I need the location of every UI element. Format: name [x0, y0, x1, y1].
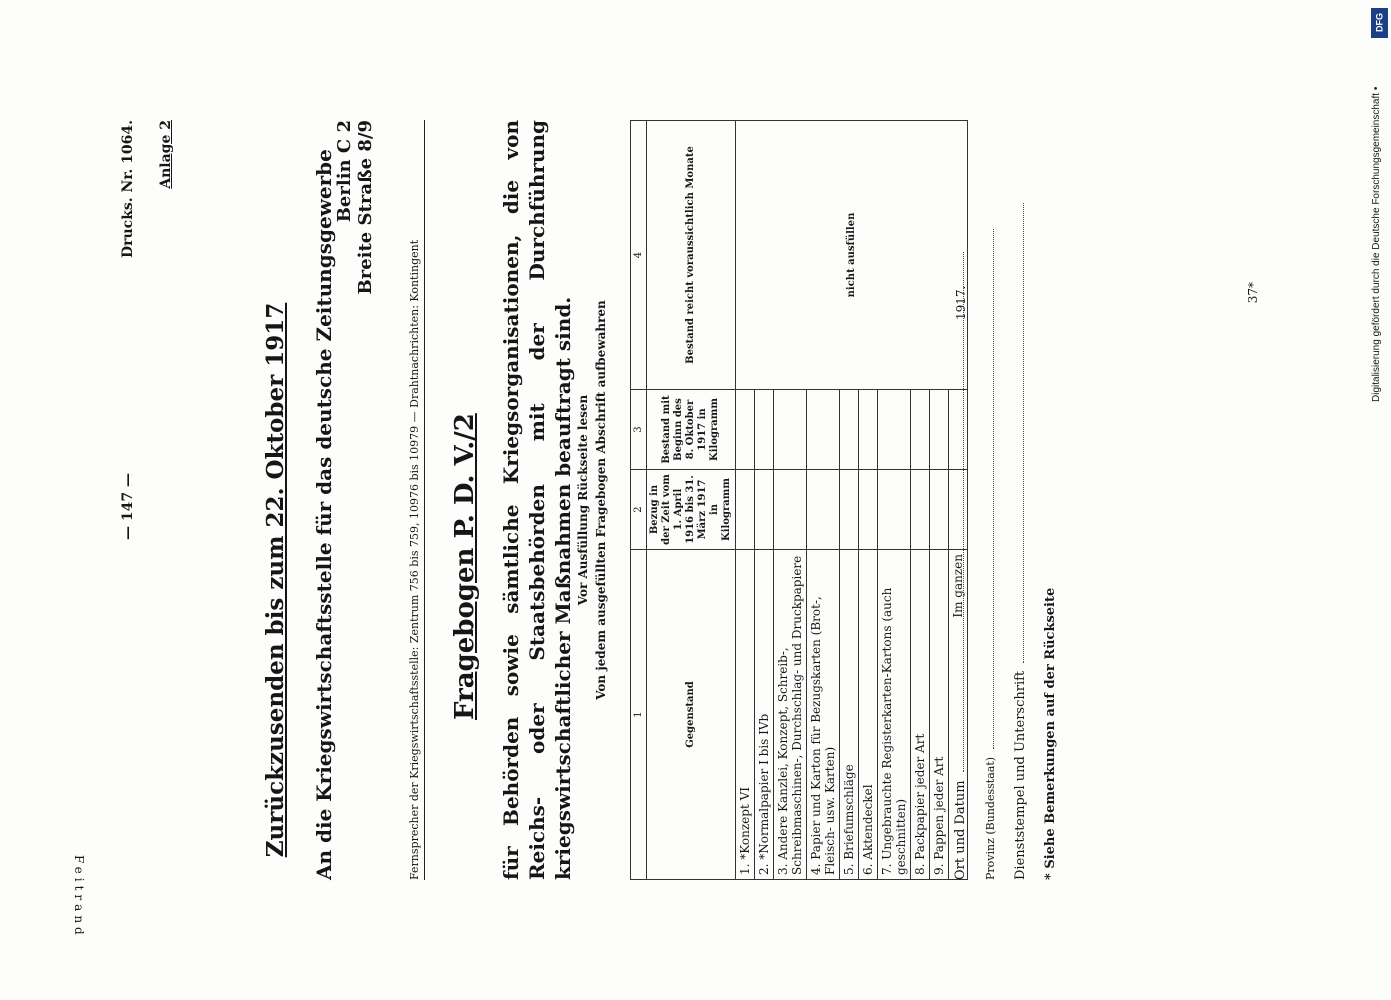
page-mark: — 147 — [120, 473, 136, 540]
item-label: 8. Packpapier jeder Art [911, 550, 930, 880]
entry-cell[interactable] [807, 390, 840, 470]
address-city: Berlin C 2 [334, 120, 355, 223]
place-date-line [946, 120, 976, 880]
col-header-purchase: Bezug in der Zeit vom 1. April 1916 bis 31. März 1917 in Kilogramm [647, 470, 736, 550]
not-fill-note: nicht ausfüllen [736, 121, 968, 390]
place-date-label: Ort und Datum [953, 780, 968, 880]
entry-cell[interactable] [859, 470, 878, 550]
form-heading: Fragebogen P. D. V./2 [450, 413, 480, 720]
page-number: 37* [1246, 282, 1260, 304]
entry-cell[interactable] [755, 470, 774, 550]
header-row [120, 120, 144, 880]
col-header-stock: Bestand mit Beginn des 8. Oktober 1917 in Kilogramm [647, 390, 736, 470]
remarks-note: * Siehe Bemerkungen auf der Rückseite [1043, 587, 1058, 880]
item-label: 3. Andere Kanzlei, Konzept, Schreib-, Schreibmaschinen-, Durchschlag- und Druckpapiere [774, 550, 807, 880]
note-read-back: Vor Ausfüllung Rückseite lesen [576, 394, 590, 606]
recipient-line: An die Kriegswirtschaftsstelle für das deutsche Zeitungsgewerbe [312, 149, 336, 880]
col-number: 2 [631, 470, 647, 550]
annex-label: Anlage 2 [158, 120, 174, 189]
item-label: 5. Briefumschläge [840, 550, 859, 880]
col-number: 4 [631, 121, 647, 390]
dfg-logo: DFG [1371, 8, 1388, 38]
dfg-credit [1371, 8, 1391, 408]
note-keep-copy: Von jedem ausgefüllten Fragebogen Abschrift aufbewahren [594, 300, 608, 700]
item-label: 7. Ungebrauchte Registerkarten-Kartons (auch geschnitten) [878, 550, 911, 880]
intro-paragraph: für Behörden sowie sämtliche Kriegsorganisationen, die von Reichs- oder Staatsbehörden mit der Durchführung kriegswirtschaftlicher Maßnahmen beauftragt sind. [499, 120, 575, 880]
stamp-field[interactable] [1023, 203, 1024, 663]
questionnaire-table [630, 120, 968, 880]
province-label: Provinz (Bundesstaat) [984, 756, 997, 880]
address-block [334, 120, 376, 295]
entry-cell[interactable] [807, 470, 840, 550]
entry-cell[interactable] [911, 390, 930, 470]
total-label: Im ganzen [949, 550, 968, 880]
col-header-item: Gegenstand [647, 550, 736, 880]
item-label: 9. Pappen jeder Art [930, 550, 949, 880]
item-label: 6. Aktendeckel [859, 550, 878, 880]
entry-cell[interactable] [878, 470, 911, 550]
entry-cell[interactable] [755, 390, 774, 470]
item-label: 4. Papier und Karton für Bezugskarten (Brot-, Fleisch- usw. Karten) [807, 550, 840, 880]
entry-cell[interactable] [840, 470, 859, 550]
entry-cell[interactable] [840, 390, 859, 470]
rotated-form-sheet [120, 120, 1150, 880]
return-deadline-title: Zurückzusenden bis zum 22. Oktober 1917 [262, 302, 289, 858]
stamp-line [1006, 120, 1036, 880]
table-row [736, 121, 755, 880]
province-field[interactable] [993, 229, 994, 749]
col-header-months: Bestand reicht voraussichtlich Monate [647, 121, 736, 390]
entry-cell[interactable] [774, 390, 807, 470]
credit-text: Digitalisierung gefördert durch die Deutsche Forschungsgemeinschaft • [1371, 86, 1382, 402]
entry-cell[interactable] [911, 470, 930, 550]
year-label: 1917. [954, 285, 968, 320]
entry-cell[interactable] [736, 390, 755, 470]
phone-line: Fernsprecher der Kriegswirtschaftsstelle: Zentrum 756 bis 759, 10976 bis 10979 — Drahtnachrichten: Kontingent [408, 120, 425, 880]
form-footer [946, 120, 1066, 880]
stamp-label: Dienststempel und Unterschrift [1013, 670, 1028, 880]
item-label: 1. *Konzept VI [736, 550, 755, 880]
entry-cell[interactable] [878, 390, 911, 470]
item-label: 2. *Normalpapier I bis IVb [755, 550, 774, 880]
print-number: Drucks. Nr. 1064. [120, 120, 136, 259]
province-line [976, 120, 1006, 880]
place-date-field[interactable] [963, 252, 964, 772]
address-street: Breite Straße 8/9 [355, 120, 376, 295]
fold-label: Feitrand [72, 855, 86, 939]
entry-cell[interactable] [774, 470, 807, 550]
entry-cell[interactable] [859, 390, 878, 470]
col-number: 1 [631, 550, 647, 880]
entry-cell[interactable] [736, 470, 755, 550]
col-number: 3 [631, 390, 647, 470]
